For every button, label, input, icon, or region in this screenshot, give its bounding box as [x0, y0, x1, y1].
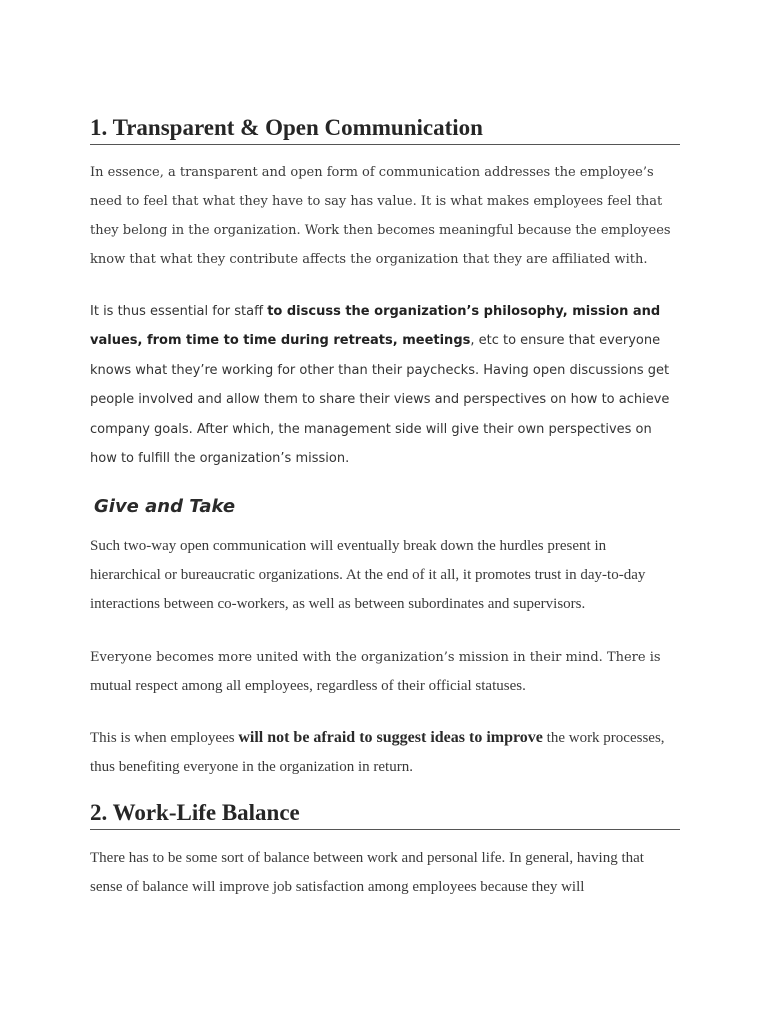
emphasis-text: to discuss the organization’s philosophy, mission and values, from time to time during retreats, meetings	[90, 304, 661, 349]
paragraph-text: , etc to ensure that everyone knows what they’re working for other than their paychecks. Having open discussions get people involved and allow them to share their views and perspectives on how to achieve company goals. After which, the management side will give their own perspectives on how to fulfill the organization’s mission.	[90, 333, 670, 467]
paragraph-discussions	[90, 297, 680, 473]
paragraph-line: mutual respect among all employees, regardless of their official statuses.	[90, 678, 526, 694]
paragraph-text: It is thus essential for staff	[90, 304, 268, 319]
paragraph-united	[90, 643, 680, 701]
paragraph-intro: In essence, a transparent and open form of communication addresses the employee’s need to feel that what they have to say has value. It is what makes employees feel that they belong in the organization. Work then becomes meaningful because the employees know that what they contribute affects the organization that they are affiliated with.	[90, 165, 671, 267]
paragraph-text: the work processes, thus benefiting everyone in the organization in return.	[90, 730, 665, 775]
emphasis-text: will not be afraid to suggest ideas to improve	[238, 729, 543, 746]
subheading-give-and-take: Give and Take	[94, 496, 236, 517]
paragraph-text: This is when employees	[90, 730, 239, 746]
paragraph-suggest-ideas	[90, 723, 680, 782]
paragraph-two-way: Such two-way open communication will eventually break down the hurdles present in hierarchical or bureaucratic organizations. At the end of it all, it promotes trust in day-to-day interactions between co-workers, as well as between subordinates and supervisors.	[90, 538, 646, 612]
section-heading-transparent-communication: 1. Transparent & Open Communication	[90, 114, 680, 145]
paragraph-line: Everyone becomes more united with the organization’s mission in their mind. There is	[90, 650, 661, 665]
paragraph-balance: There has to be some sort of balance between work and personal life. In general, having that sense of balance will improve job satisfaction among employees because they will	[90, 850, 644, 895]
section-heading-work-life-balance: 2. Work-Life Balance	[90, 799, 680, 830]
